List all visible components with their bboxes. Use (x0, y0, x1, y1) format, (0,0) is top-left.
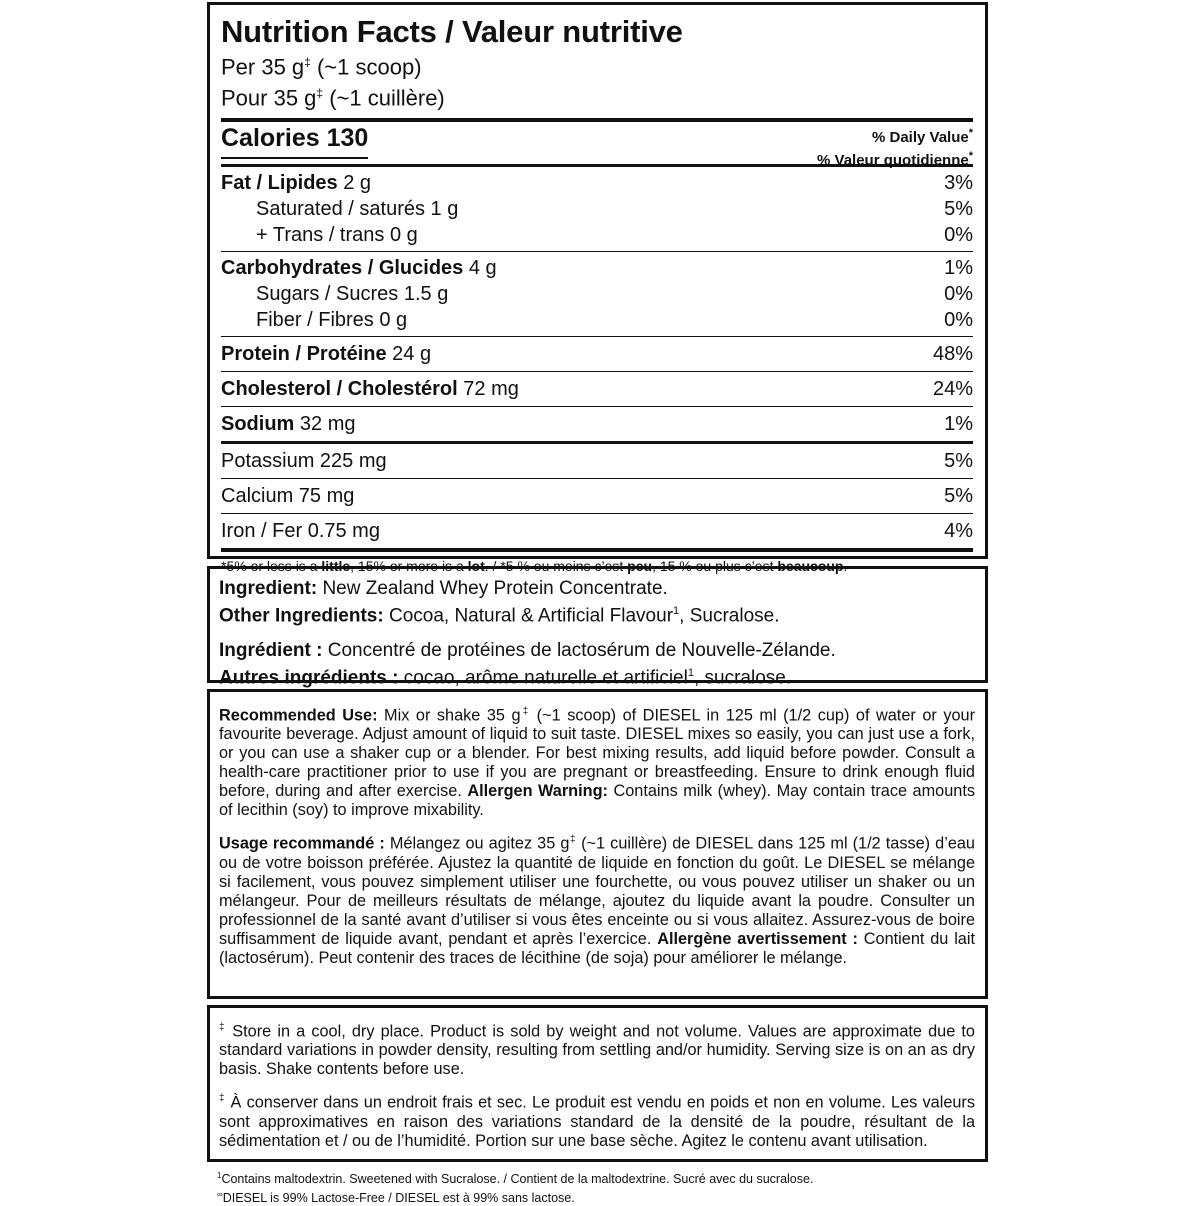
other-ingredients-en: Other Ingredients: Cocoa, Natural & Artificial Flavour$^1$, Sucralose. (219, 605, 780, 627)
other-ingredients-fr: Autres ingrédients : cocao, arôme naturelle et artificiel$^1$, sucralose. (219, 667, 792, 689)
fat-group (221, 167, 973, 251)
potassium-group (221, 444, 973, 478)
nutrient-row: Fiber / Fibres 0 g 0% (256, 308, 973, 331)
nutrient-row: Sodium 32 mg 1% (221, 412, 973, 435)
nutrient-row: Carbohydrates / Glucides 4 g 1% (221, 256, 973, 279)
recommended-use-panel (207, 689, 988, 999)
nutrient-row: Cholesterol / Cholestérol 72 mg 24% (221, 377, 973, 400)
storage-fr: ‡ À conserver dans un endroit frais et sec. Le produit est vendu en poids et non en volume. Les valeurs sont approximatives en raison des variations standard de la densité de la poudre, résultant de la sédimentation et / ou de l’humidité. Portion sur une base sèche. Agitez le contenu avant utilisation. (219, 1093, 975, 1150)
footer-note-2: ∞DIESEL is 99% Lactose-Free / DIESEL est à 99% sans lactose. (217, 1190, 575, 1206)
serving-size-en: Per 35 g‡ (~1 scoop) (221, 54, 422, 80)
protein-group (221, 337, 973, 371)
daily-value-header: % Daily Value* % Valeur quotidienne* (817, 126, 973, 169)
iron-group (221, 514, 973, 548)
recommended-use-fr: Usage recommandé : Mélangez ou agitez 35 g‡ (~1 cuillère) de DIESEL dans 125 ml (1/2 tasse) d’eau ou de votre boisson préférée. Ajustez la quantité de liquide en fonction du goût. Le DIESEL se mélange si facilement, vous pouvez simplement utiliser une fourchette, ou vous pouvez utiliser un shaker ou un mélangeur. Pour de meilleurs résultats de mélange, ajoutez du liquide avant la poudre. Consulter un professionnel de la santé avant d’utiliser si vous êtes enceinte ou si vous allaitez. Assurez-vous de boire suffisamment de liquide avant, pendant et après l’exercice. Allergène avertissement : Contient du lait (lactosérum). Peut contenir des traces de lécithine (de soja) pour améliorer le mélange. (219, 834, 976, 967)
sodium-group (221, 407, 973, 441)
nutrient-row: Fat / Lipides 2 g 3% (221, 171, 973, 194)
footer-note-1: $^1$Contains maltodextrin. Sweetened with Sucralose. / Contient de la maltodextrine. Sucré avec du sucralose. (217, 1171, 814, 1187)
label-footer (217, 1168, 813, 1206)
nutrient-row: Calcium 75 mg 5% (221, 484, 973, 507)
ingredient-fr: Ingrédient : Concentré de protéines de lactosérum de Nouvelle-Zélande. (219, 640, 836, 662)
serving-size-fr: Pour 35 g‡ (~1 cuillère) (221, 85, 445, 111)
cholesterol-group (221, 372, 973, 406)
storage-panel (207, 1005, 988, 1162)
recommended-use-en: Recommended Use: Mix or shake 35 g‡ (~1 scoop) of DIESEL in 125 ml (1/2 cup) of water or your favourite beverage. Adjust amount of liquid to suit taste. DIESEL mixes so easily, you can just use a fork, or you can use a shaker cup or a blender. For best mixing results, add liquid before powder. Consult a health-care practitioner prior to use if you are pregnant or breastfeeding. Ensure to drink enough fluid before, during and after exercise. Allergen Warning: Contains milk (whey). May contain trace amounts of lecithin (soy) to improve mixability. (219, 706, 976, 820)
carbohydrate-group (221, 252, 973, 336)
nutrient-row: Sugars / Sucres 1.5 g 0% (256, 282, 973, 305)
calories-row (221, 122, 973, 169)
nutrition-title: Nutrition Facts / Valeur nutritive (221, 14, 683, 49)
nutrition-facts-panel (207, 2, 988, 574)
storage-en: ‡ Store in a cool, dry place. Product is sold by weight and not volume. Values are approximate due to standard variations in powder density, resulting from settling and/or humidity. Serving size is on an as dry basis. Shake contents before use. (219, 1022, 975, 1079)
calcium-group (221, 479, 973, 513)
nutrient-row: Iron / Fer 0.75 mg 4% (221, 519, 973, 542)
nutrient-row: Saturated / saturés 1 g 5% (256, 197, 973, 220)
ingredients-panel (207, 566, 988, 689)
daily-value-footnote: *5% or less is a little, 15% or more is a lot. / *5 % ou moins c’est peu, 15 % ou plus c’est beaucoup. (221, 557, 848, 574)
calories: Calories 130 (221, 122, 368, 153)
nutrient-row: Potassium 225 mg 5% (221, 449, 973, 472)
nutrient-row: Protein / Protéine 24 g 48% (221, 342, 973, 365)
ingredient-en: Ingredient: New Zealand Whey Protein Concentrate. (219, 578, 668, 599)
nutrient-row: + Trans / trans 0 g 0% (256, 223, 973, 246)
